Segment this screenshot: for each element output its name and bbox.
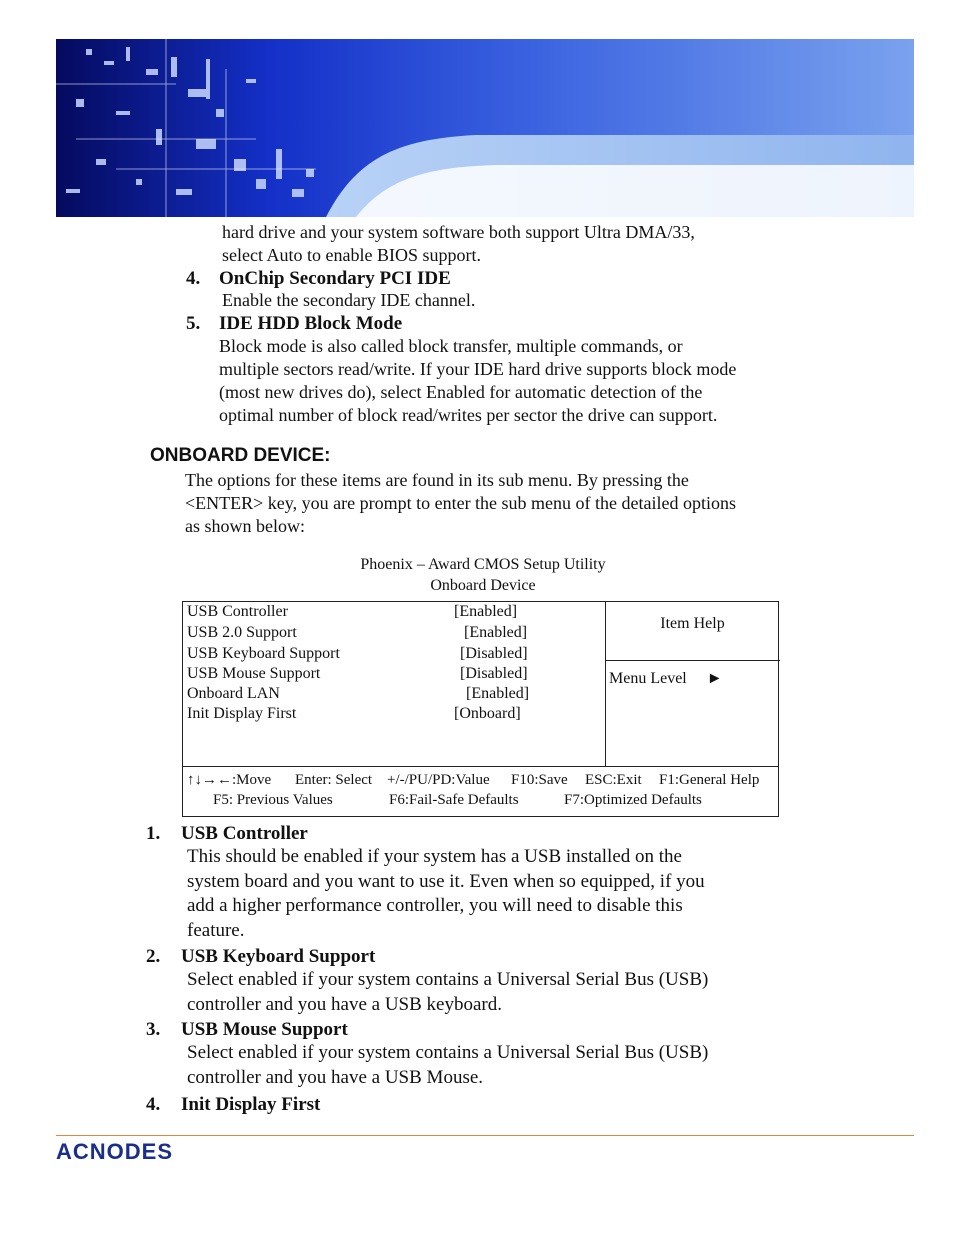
key-hint: F6:Fail-Safe Defaults	[389, 792, 519, 808]
menu-level-label: Menu Level	[609, 670, 687, 687]
section-heading: ONBOARD DEVICE:	[150, 445, 331, 466]
bios-option-value[interactable]: [Enabled]	[466, 685, 530, 702]
bios-title: Phoenix – Award CMOS Setup Utility	[360, 556, 606, 573]
key-hint: ESC:Exit	[585, 772, 642, 788]
item-title: USB Controller	[181, 823, 308, 844]
key-hint: F1:General Help	[659, 772, 760, 788]
key-hint: F5: Previous Values	[213, 792, 333, 808]
section-intro	[185, 469, 785, 538]
circuit-board-image	[56, 39, 914, 217]
item-number: 3.	[146, 1019, 161, 1040]
intro-line: select Auto to enable BIOS support.	[222, 245, 481, 265]
item-description	[219, 335, 781, 427]
bios-setup-table	[182, 601, 779, 817]
bios-option-label: USB Mouse Support	[187, 665, 321, 682]
bios-option-value[interactable]: [Disabled]	[460, 645, 528, 662]
bios-option-label: Onboard LAN	[187, 685, 280, 702]
bios-option-label: USB 2.0 Support	[187, 624, 297, 641]
bios-option-label: Init Display First	[187, 705, 297, 722]
item-desc-line: controller and you have a USB Mouse.	[187, 1066, 484, 1088]
acnodes-logo-icon	[56, 1139, 216, 1163]
item-title: IDE HDD Block Mode	[219, 313, 403, 334]
bios-option-value[interactable]: [Enabled]	[454, 603, 518, 620]
item-help-header: Item Help	[605, 602, 780, 661]
footer-divider	[56, 1135, 914, 1136]
intro-line: hard drive and your system software both support Ultra DMA/33,	[222, 222, 695, 242]
bios-option-value[interactable]: [Onboard]	[454, 705, 521, 722]
item-desc-line: Select enabled if your system contains a Universal Serial Bus (USB)	[187, 969, 709, 990]
item-number: 1.	[146, 823, 161, 844]
item-desc-line: This should be enabled if your system has a USB installed on the	[187, 846, 682, 867]
item-number: 2.	[146, 946, 161, 967]
item-title: OnChip Secondary PCI IDE	[219, 268, 451, 289]
intro-paragraph	[222, 221, 781, 267]
item-title: USB Keyboard Support	[181, 946, 376, 967]
key-hint: ↑↓→←:Move	[187, 772, 272, 788]
key-hint: F7:Optimized Defaults	[564, 792, 702, 808]
list-item	[186, 268, 200, 290]
item-description	[187, 1041, 787, 1090]
section-intro-line: The options for these items are found in its sub menu. By pressing the	[185, 470, 689, 490]
item-desc-line: Enable the secondary IDE channel.	[222, 290, 476, 310]
item-description	[187, 845, 795, 943]
bios-key-legend	[183, 766, 778, 819]
item-desc-line: add a higher performance controller, you will need to disable this	[187, 895, 683, 916]
bios-subtitle: Onboard Device	[430, 577, 536, 594]
right-arrow-icon: ►	[706, 670, 723, 687]
bios-option-label: USB Keyboard Support	[187, 645, 340, 662]
item-desc-line: controller and you have a USB keyboard.	[187, 993, 502, 1015]
item-description	[187, 968, 787, 1017]
menu-level	[609, 670, 723, 688]
key-hint: +/-/PU/PD:Value	[387, 772, 490, 788]
svg-text:ACNODES: ACNODES	[56, 1139, 174, 1163]
item-desc-line: Block mode is also called block transfer, multiple commands, or	[219, 336, 683, 356]
item-desc-line: system board and you want to use it. Even when so equipped, if you	[187, 870, 705, 892]
item-desc-line: Select enabled if your system contains a Universal Serial Bus (USB)	[187, 1042, 709, 1063]
section-intro-line: <ENTER> key, you are prompt to enter the sub menu of the detailed options	[185, 493, 737, 513]
company-logo	[56, 1139, 216, 1167]
item-title: Init Display First	[181, 1094, 321, 1115]
header-banner	[56, 39, 914, 217]
item-number: 4.	[186, 268, 201, 289]
bios-options-panel	[183, 602, 606, 766]
item-desc-line: feature.	[187, 919, 245, 941]
section-intro-line: as shown below:	[185, 516, 305, 536]
item-title: USB Mouse Support	[181, 1019, 348, 1040]
bios-option-label: USB Controller	[187, 603, 288, 620]
item-desc-line: (most new drives do), select Enabled for automatic detection of the	[219, 382, 703, 402]
bios-option-value[interactable]: [Disabled]	[460, 665, 528, 682]
key-hint: F10:Save	[511, 772, 568, 788]
list-item	[186, 313, 200, 335]
item-description	[222, 289, 782, 312]
item-desc-line: optimal number of block read/writes per sector the drive can support.	[219, 405, 718, 425]
item-desc-line: multiple sectors read/write. If your IDE hard drive supports block mode	[219, 359, 737, 379]
key-hint: Enter: Select	[295, 772, 373, 788]
item-number: 4.	[146, 1094, 161, 1115]
bios-option-value[interactable]: [Enabled]	[464, 624, 528, 641]
item-number: 5.	[186, 313, 201, 334]
